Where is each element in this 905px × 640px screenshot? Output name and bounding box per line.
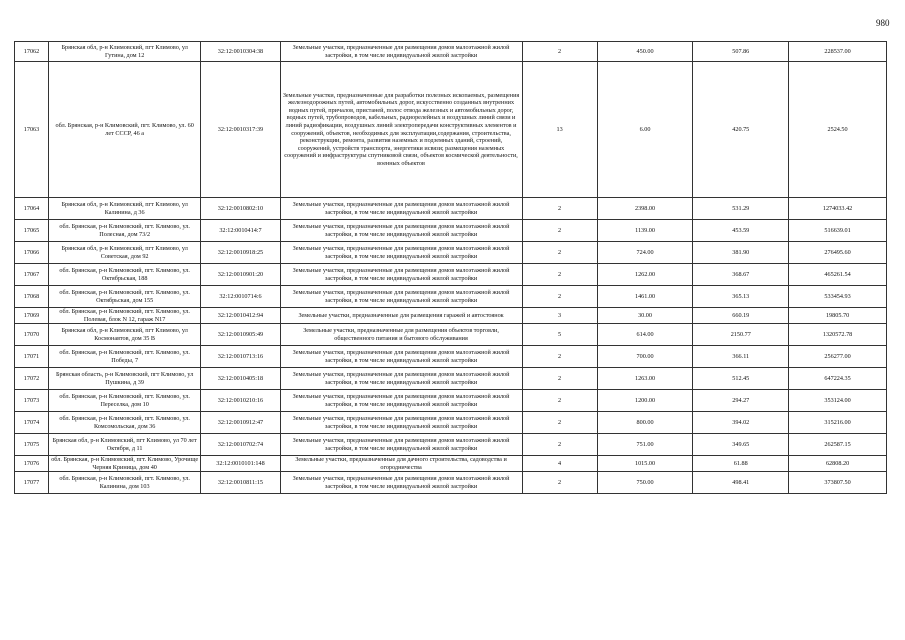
row-number-cell: 17070	[15, 324, 49, 346]
address-cell: обл. Брянская, р-н Климовский, пгт. Климово, ул. 60 лет СССР, 46 а	[48, 62, 200, 198]
use-category-cell: 2	[522, 220, 597, 242]
cadastral-value-cell: 62808.20	[789, 456, 887, 472]
use-category-cell: 2	[522, 286, 597, 308]
cadastral-number-cell: 32:12:0010405:18	[201, 368, 280, 390]
use-category-cell: 2	[522, 434, 597, 456]
row-number-cell: 17071	[15, 346, 49, 368]
use-category-cell: 5	[522, 324, 597, 346]
row-number-cell: 17073	[15, 390, 49, 412]
area-cell: 800.00	[597, 412, 693, 434]
address-cell: Брянская обл, р-н Климовский, пгт Климово, ул 70 лет Октября, д 11	[48, 434, 200, 456]
permitted-use-cell: Земельные участки, предназначенные для размещения домов малоэтажной жилой застройки, в том числе индивидуальной жилой застройки	[280, 242, 522, 264]
area-cell: 751.00	[597, 434, 693, 456]
specific-value-cell: 366.11	[693, 346, 789, 368]
area-cell: 614.00	[597, 324, 693, 346]
cadastral-number-cell: 32:12:0010811:15	[201, 472, 280, 494]
cadastral-number-cell: 32:12:0010304:38	[201, 42, 280, 62]
table-row	[15, 286, 887, 308]
table-row	[15, 220, 887, 242]
address-cell: Брянская обл, р-н Климовский, пгт Климово, ул Гутина, дом 12	[48, 42, 200, 62]
permitted-use-cell: Земельные участки, предназначенные для размещения домов малоэтажной жилой застройки, в том числе индивидуальной жилой застройки	[280, 346, 522, 368]
cadastral-value-cell: 19805.70	[789, 308, 887, 324]
row-number-cell: 17075	[15, 434, 49, 456]
permitted-use-cell: Земельные участки, предназначенные для размещения домов малоэтажной жилой застройки, в том числе индивидуальной жилой застройки	[280, 220, 522, 242]
address-cell: обл. Брянская, р-н Климовский, пгт. Климово, ул. Победы, 7	[48, 346, 200, 368]
cadastral-value-cell: 647224.35	[789, 368, 887, 390]
address-cell: обл. Брянская, р-н Климовский, пгт. Климово, Урочище Черняя Криница, дом 40	[48, 456, 200, 472]
permitted-use-cell: Земельные участки, предназначенные для размещения домов малоэтажной жилой застройки, в том числе индивидуальной жилой застройки	[280, 264, 522, 286]
cadastral-number-cell: 32:12:0010912:47	[201, 412, 280, 434]
table-row	[15, 456, 887, 472]
cadastral-number-cell: 32:12:0010414:7	[201, 220, 280, 242]
row-number-cell: 17066	[15, 242, 49, 264]
specific-value-cell: 394.02	[693, 412, 789, 434]
area-cell: 724.00	[597, 242, 693, 264]
row-number-cell: 17072	[15, 368, 49, 390]
cadastral-value-cell: 465261.54	[789, 264, 887, 286]
page-number: 980	[876, 18, 890, 28]
permitted-use-cell: Земельные участки, предназначенные для размещения домов малоэтажной жилой застройки, в том числе индивидуальной жилой застройки	[280, 472, 522, 494]
cadastral-number-cell: 32:12:0010317:39	[201, 62, 280, 198]
cadastral-value-cell: 2524.50	[789, 62, 887, 198]
use-category-cell: 2	[522, 412, 597, 434]
cadastral-number-cell: 32:12:0010702:74	[201, 434, 280, 456]
cadastral-number-cell: 32:12:0010918:25	[201, 242, 280, 264]
specific-value-cell: 453.59	[693, 220, 789, 242]
specific-value-cell: 498.41	[693, 472, 789, 494]
table-row	[15, 472, 887, 494]
table-row	[15, 434, 887, 456]
specific-value-cell: 507.86	[693, 42, 789, 62]
row-number-cell: 17074	[15, 412, 49, 434]
cadastral-number-cell: 32:12:0010905:49	[201, 324, 280, 346]
area-cell: 30.00	[597, 308, 693, 324]
address-cell: Брянская область, р-н Климовский, пгт Климово, ул Пушкина, д 39	[48, 368, 200, 390]
area-cell: 1262.00	[597, 264, 693, 286]
table-row	[15, 412, 887, 434]
cadastral-value-cell: 533454.93	[789, 286, 887, 308]
specific-value-cell: 61.88	[693, 456, 789, 472]
area-cell: 1263.00	[597, 368, 693, 390]
area-cell: 2398.00	[597, 198, 693, 220]
address-cell: Брянская обл, р-н Климовский, пгт Климово, ул Калинина, д 36	[48, 198, 200, 220]
cadastral-value-cell: 315216.00	[789, 412, 887, 434]
cadastral-number-cell: 32:12:0010901:20	[201, 264, 280, 286]
specific-value-cell: 349.65	[693, 434, 789, 456]
row-number-cell: 17063	[15, 62, 49, 198]
row-number-cell: 17076	[15, 456, 49, 472]
use-category-cell: 2	[522, 198, 597, 220]
address-cell: Брянская обл, р-н Климовский, пгт Климово, ул Космонавтов, дом 35 В	[48, 324, 200, 346]
cadastral-value-cell: 228537.00	[789, 42, 887, 62]
specific-value-cell: 660.19	[693, 308, 789, 324]
table-row	[15, 264, 887, 286]
use-category-cell: 2	[522, 368, 597, 390]
area-cell: 6.00	[597, 62, 693, 198]
cadastral-value-cell: 373807.50	[789, 472, 887, 494]
cadastral-value-cell: 256277.00	[789, 346, 887, 368]
permitted-use-cell: Земельные участки, предназначенные для размещения домов малоэтажной жилой застройки, в том числе индивидуальной жилой застройки	[280, 42, 522, 62]
cadastral-value-cell: 353124.00	[789, 390, 887, 412]
area-cell: 1461.00	[597, 286, 693, 308]
specific-value-cell: 2150.77	[693, 324, 789, 346]
specific-value-cell: 294.27	[693, 390, 789, 412]
specific-value-cell: 531.29	[693, 198, 789, 220]
address-cell: обл. Брянская, р-н Климовский, пгт. Климово, ул. Полесная, дом 73/2	[48, 220, 200, 242]
use-category-cell: 2	[522, 472, 597, 494]
address-cell: обл. Брянская, р-н Климовский, пгт. Климово, ул. Переселка, дом 10	[48, 390, 200, 412]
specific-value-cell: 368.67	[693, 264, 789, 286]
cadastral-number-cell: 32:12:0010210:16	[201, 390, 280, 412]
address-cell: обл. Брянская, р-н Климовский, пгт. Климово, ул. Октябрьская, 188	[48, 264, 200, 286]
address-cell: обл. Брянская, р-н Климовский, пгт. Климово, ул. Калинина, дом 103	[48, 472, 200, 494]
table-row	[15, 62, 887, 198]
use-category-cell: 2	[522, 242, 597, 264]
row-number-cell: 17067	[15, 264, 49, 286]
permitted-use-cell: Земельные участки, предназначенные для размещения домов малоэтажной жилой застройки, в том числе индивидуальной жилой застройки	[280, 434, 522, 456]
permitted-use-cell: Земельные участки, предназначенные для размещения гаражей и автостоянок	[280, 308, 522, 324]
table-row	[15, 390, 887, 412]
cadastral-value-cell: 1274033.42	[789, 198, 887, 220]
specific-value-cell: 381.90	[693, 242, 789, 264]
table-row	[15, 198, 887, 220]
permitted-use-cell: Земельные участки, предназначенные для дачного строительства, садоводства и огородничества	[280, 456, 522, 472]
use-category-cell: 2	[522, 346, 597, 368]
area-cell: 700.00	[597, 346, 693, 368]
permitted-use-cell: Земельные участки, предназначенные для размещения домов малоэтажной жилой застройки, в том числе индивидуальной жилой застройки	[280, 390, 522, 412]
table-row	[15, 346, 887, 368]
area-cell: 1139.00	[597, 220, 693, 242]
cadastral-number-cell: 32:12:0010714:6	[201, 286, 280, 308]
permitted-use-cell: Земельные участки, предназначенные для разработки полезных ископаемых, размещения железнодорожных путей, автомобильных дорог, искусственно созданных внутренних водных путей, причалов, пристаней, полос отвода железных и автомобильных дорог, водных путей, трубопроводов, кабельных, радиорелейных и воздушных линий связи и линий радиофикации, воздушных линий электропередачи конструктивных элементов и сооружений, объектов, необходимых для эксплуатации,содержания, строительства, реконструкции, ремонта, развития наземных и подземных зданий, строений, сооружений, устройств транспорта, энергетики исвязи; размещения наземных сооружений и инфраструктуры спутниковой связи, объектов космической деятельности, военных объектов	[280, 62, 522, 198]
area-cell: 1200.00	[597, 390, 693, 412]
row-number-cell: 17068	[15, 286, 49, 308]
specific-value-cell: 512.45	[693, 368, 789, 390]
row-number-cell: 17065	[15, 220, 49, 242]
permitted-use-cell: Земельные участки, предназначенные для размещения домов малоэтажной жилой застройки, в том числе индивидуальной жилой застройки	[280, 368, 522, 390]
table-row	[15, 42, 887, 62]
land-register-table	[14, 41, 887, 494]
area-cell: 750.00	[597, 472, 693, 494]
address-cell: Брянская обл, р-н Климовский, пгт Климово, ул Советская, дом 92	[48, 242, 200, 264]
table-row	[15, 242, 887, 264]
use-category-cell: 2	[522, 42, 597, 62]
cadastral-value-cell: 276495.60	[789, 242, 887, 264]
cadastral-number-cell: 32:12:0010713:16	[201, 346, 280, 368]
use-category-cell: 2	[522, 390, 597, 412]
area-cell: 1015.00	[597, 456, 693, 472]
cadastral-value-cell: 516639.01	[789, 220, 887, 242]
cadastral-number-cell: 32:12:0010101:148	[201, 456, 280, 472]
row-number-cell: 17064	[15, 198, 49, 220]
row-number-cell: 17077	[15, 472, 49, 494]
table-row	[15, 324, 887, 346]
address-cell: обл. Брянская, р-н Климовский, пгт. Климово, ул. Комсомольская, дом 36	[48, 412, 200, 434]
permitted-use-cell: Земельные участки, предназначенные для размещения домов малоэтажной жилой застройки, в том числе индивидуальной жилой застройки	[280, 286, 522, 308]
row-number-cell: 17069	[15, 308, 49, 324]
register-body	[15, 42, 887, 494]
permitted-use-cell: Земельные участки, предназначенные для размещения домов малоэтажной жилой застройки, в том числе индивидуальной жилой застройки	[280, 198, 522, 220]
cadastral-number-cell: 32:12:0010412:94	[201, 308, 280, 324]
cadastral-value-cell: 262587.15	[789, 434, 887, 456]
use-category-cell: 13	[522, 62, 597, 198]
cadastral-value-cell: 1320572.78	[789, 324, 887, 346]
table-row	[15, 368, 887, 390]
permitted-use-cell: Земельные участки, предназначенные для размещения объектов торговли, общественного питания и бытового обслуживания	[280, 324, 522, 346]
area-cell: 450.00	[597, 42, 693, 62]
row-number-cell: 17062	[15, 42, 49, 62]
cadastral-number-cell: 32:12:0010802:10	[201, 198, 280, 220]
use-category-cell: 2	[522, 264, 597, 286]
table-row	[15, 308, 887, 324]
address-cell: обл. Брянская, р-н Климовский, пгт. Климово, ул. Полевая, блок N 12, гараж N17	[48, 308, 200, 324]
permitted-use-cell: Земельные участки, предназначенные для размещения домов малоэтажной жилой застройки, в том числе индивидуальной жилой застройки	[280, 412, 522, 434]
specific-value-cell: 365.13	[693, 286, 789, 308]
use-category-cell: 3	[522, 308, 597, 324]
address-cell: обл. Брянская, р-н Климовский, пгт. Климово, ул. Октябрьская, дом 155	[48, 286, 200, 308]
use-category-cell: 4	[522, 456, 597, 472]
specific-value-cell: 420.75	[693, 62, 789, 198]
